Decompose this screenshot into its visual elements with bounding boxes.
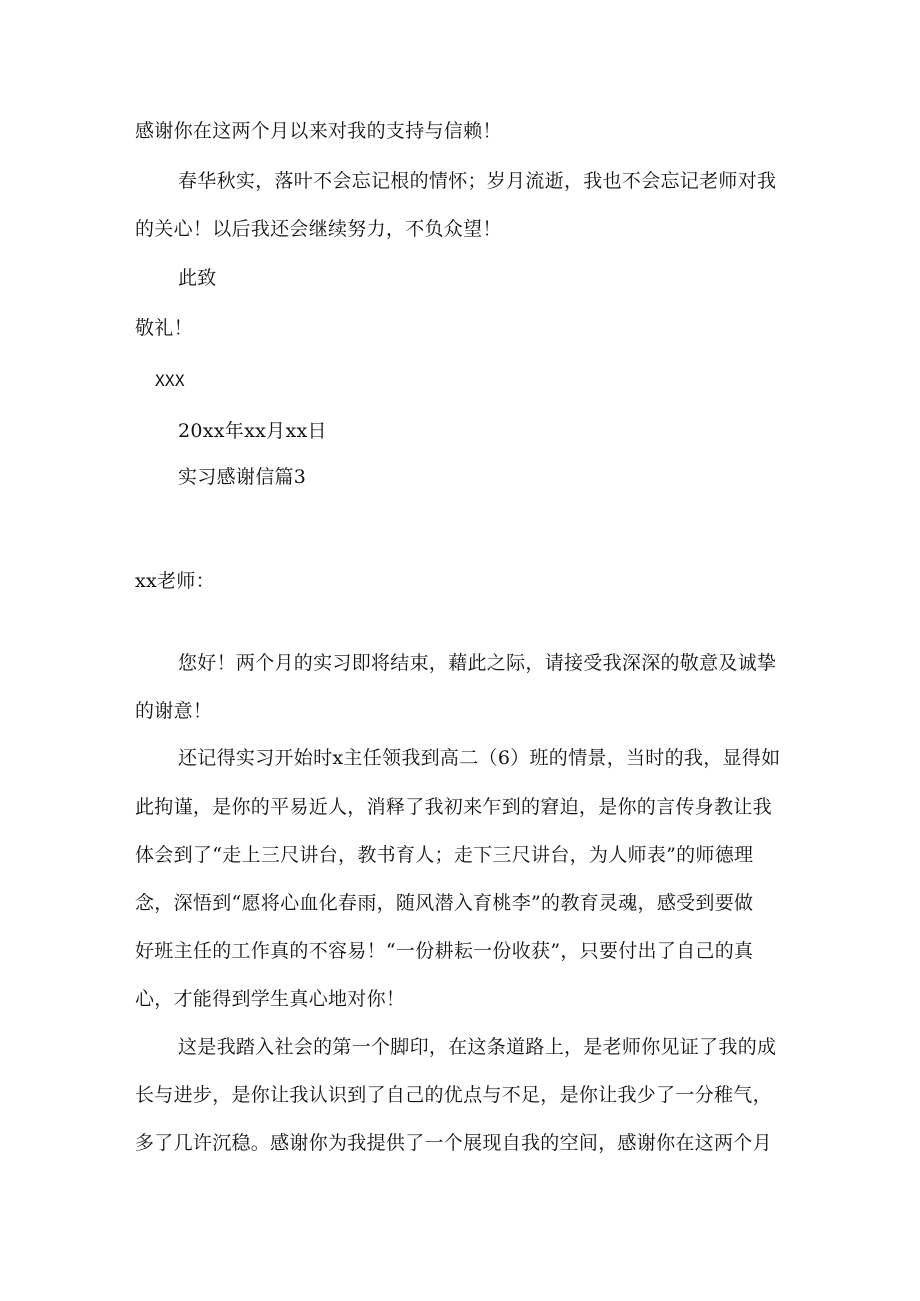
text-line: 感谢你在这两个月以来对我的支持与信赖！ (135, 120, 502, 142)
date-line: 20xx年xx月xx日 (178, 420, 327, 442)
text-line: 这是我踏入社会的第一个脚印，在这条道路上，是老师你见证了我的成 (178, 1036, 777, 1058)
signature: XXX (155, 371, 185, 390)
text-line: 心，才能得到学生真心地对你！ (135, 988, 406, 1010)
salutation-closing: 此致 (178, 267, 217, 289)
text-line: 念，深悟到“愿将心血化春雨，随风潜入育桃李”的教育灵魂，感受到要做 (135, 892, 754, 914)
regards: 敬礼！ (135, 317, 193, 339)
text-line: 的关心！以后我还会继续努力，不负众望！ (135, 218, 502, 240)
text-line: 还记得实习开始时x主任领我到高二（6）班的情景，当时的我，显得如 (178, 747, 781, 769)
section-title: 实习感谢信篇3 (178, 466, 307, 488)
text-line: 体会到了“走上三尺讲台，教书育人；走下三尺讲台，为人师表”的师德理 (135, 844, 754, 866)
text-line: 好班主任的工作真的不容易！“一份耕耘一份收获”，只要付出了自己的真 (135, 940, 754, 962)
text-line: 多了几许沉稳。感谢你为我提供了一个展现自我的空间，感谢你在这两个月 (135, 1132, 772, 1154)
text-line: 春华秋实，落叶不会忘记根的情怀；岁月流逝，我也不会忘记老师对我 (178, 170, 777, 192)
text-line: 长与进步，是你让我认识到了自己的优点与不足，是你让我少了一分稚气， (135, 1084, 772, 1106)
greeting: xx老师： (135, 570, 215, 592)
text-line: 的谢意！ (135, 700, 213, 722)
text-line: 此拘谨，是你的平易近人，消释了我初来乍到的窘迫，是你的言传身教让我 (135, 796, 772, 818)
text-line: 您好！两个月的实习即将结束，藉此之际，请接受我深深的敬意及诚挚 (178, 652, 777, 674)
